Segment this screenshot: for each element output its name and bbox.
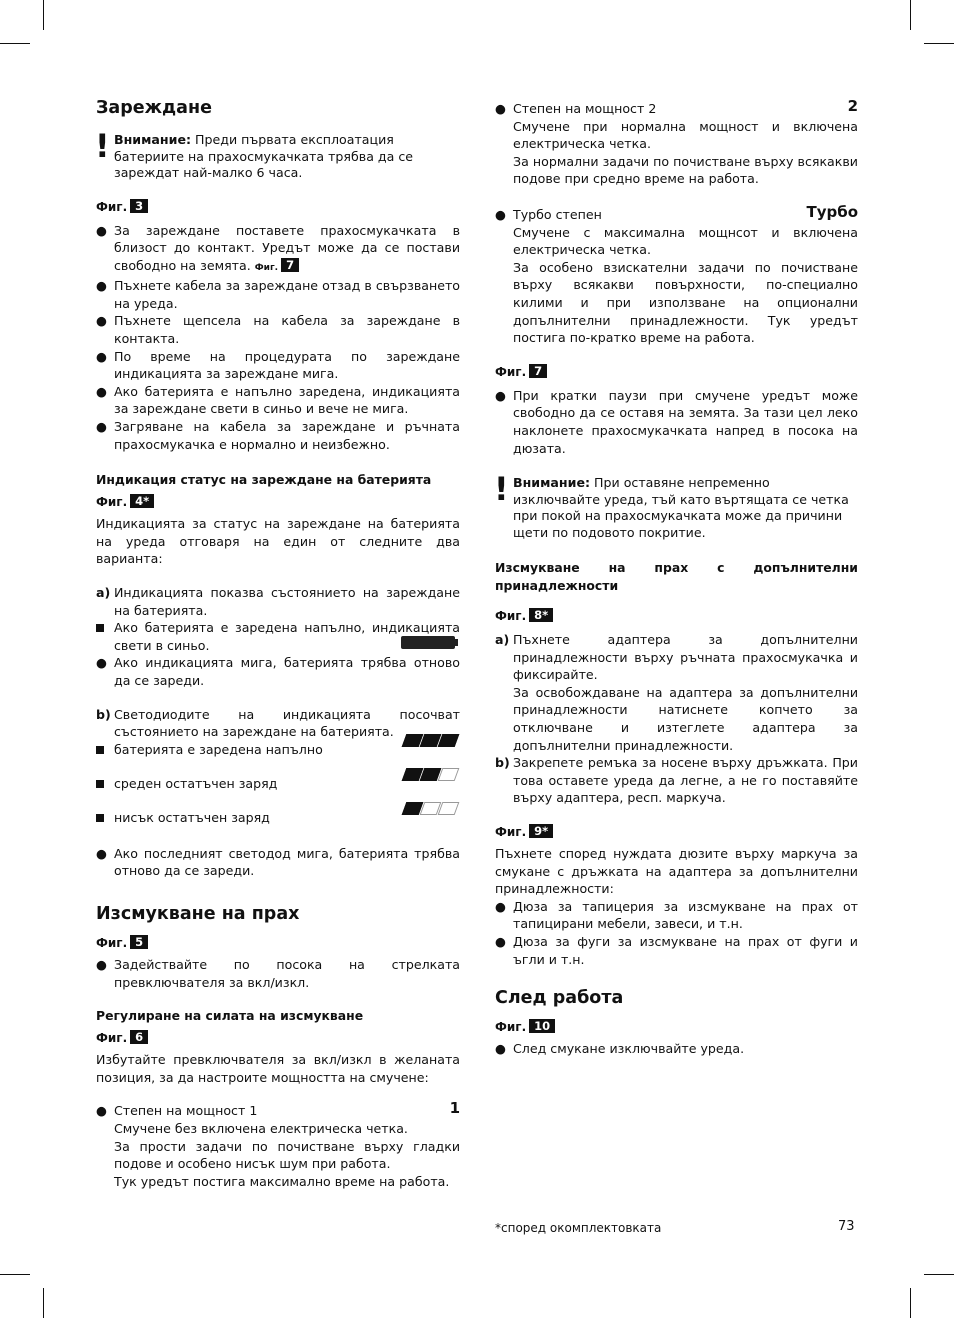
battery-segment (438, 734, 460, 747)
list-item: ● Загряване на кабела за зареждане и ръчната прахосмукачка е нормално и неизбежно. (96, 419, 460, 452)
list-item: ● Ако последният светодод мига, батерията трябва отново да се зареди. (96, 845, 460, 879)
warning-label: Внимание: (513, 475, 591, 491)
step-a: a) Пъхнете адаптера за допълнителни принадлежности върху ръчната прахосмукачка и фиксирайте. За освобождаване на адаптера за допълнителни принадлежности натиснете копчето за отключване и изтеглете адаптера за допълнителни принадлежности. (495, 632, 858, 753)
list-item: ● След смукане изключвайте уреда. (495, 1041, 745, 1057)
crop-mark (0, 1274, 30, 1275)
section-title-vacuum: Изсмукване на прах (96, 903, 300, 924)
crop-mark (924, 1274, 954, 1275)
footnote: *според окомплектовката (495, 1221, 662, 1235)
warning-pause (494, 470, 858, 541)
variant-b: b) Светодиодите на индикацията посочват състоянието на зареждане на батерията. (96, 706, 460, 740)
warning-icon: ! (95, 127, 110, 165)
figure-ref: Фиг. 6 (96, 1029, 460, 1047)
subsection-title-accessories: Изсмукване на прах с допълнителни принадлежности (495, 560, 858, 594)
crop-mark (43, 1288, 44, 1318)
list-item: ● Ако индикацията мига, батерията трябва отново да се зареди. (96, 655, 460, 688)
square-bullet-icon (96, 780, 104, 788)
list-item: Ако батерията е заредена напълно, индикацията свети в синьо. (96, 619, 460, 654)
crop-mark (924, 43, 954, 44)
subsection-title-power: Регулиране на силата на изсмукване (96, 1008, 364, 1024)
list-item: ● Дюза за фуги за изсмукване на прах от фуги и ъгли и т.н. (495, 934, 858, 967)
power-level-2: ● Степен на мощност 2 2 Смучене при нормална мощност и включена електрическа четка. За нормални задачи по почистване върху всякакви подове при средно време на работа. (495, 97, 858, 187)
crop-mark (43, 0, 44, 30)
battery-level-1-icon (404, 802, 458, 820)
battery-level-2-icon (404, 768, 458, 786)
battery-segment (438, 768, 460, 781)
warning-label: Внимание: (114, 132, 192, 147)
warning-text: При оставяне непременно изключвайте уреда, тъй като въртящата се четка при покой на прахосмукачката може да причини щети по подовото покритие. (513, 475, 849, 540)
charging-list (96, 222, 460, 454)
square-bullet-icon (96, 746, 104, 754)
subsection-title-status: Индикация статус на зареждане на батерията (96, 472, 432, 488)
power-level-1: ● Степен на мощност 1 1 Смучене без включена електрическа четка. За прости задачи по почистване върху гладки подове и особено нисък шум при работа. Тук уредът постига максимално време на работа. (96, 1099, 460, 1189)
figure-ref: Фиг. 8* (495, 607, 858, 625)
figure-ref: Фиг. 3 (96, 198, 460, 216)
list-item: батерията е заредена напълно (96, 741, 460, 775)
accessories-intro: Пъхнете според нуждата дюзите върху маркуча за смукане с дръжката на адаптера за допълнителни принадлежности: (495, 846, 858, 897)
list-item: ● Пъхнете кабела за зареждане отзад в свързването на уреда. (96, 278, 460, 311)
list-item: ● За зареждане поставете прахосмукачката в близост до контакт. Уредът може да се постави свободно на земята. Фиг. 7 (96, 222, 460, 273)
crop-mark (910, 0, 911, 30)
crop-mark (910, 1288, 911, 1318)
step-b: b) Закрепете ремъка за носене върху дръжката. При това оставете уреда да легне, а не го поставяйте върху адаптера, респ. маркуча. (495, 755, 858, 806)
figure-ref: Фиг. 7 (495, 363, 858, 381)
left-column (96, 96, 460, 1190)
warning-text: Преди първата експлоатация батериите на прахосмукачката трябва да се зареждат най-малко 6 часа. (114, 132, 414, 180)
list-item: ● Ако батерията е напълно заредена, индикацията за зареждане свети в синьо и вече не мига. (96, 383, 460, 417)
battery-level-3-icon (404, 734, 458, 752)
list-item: ● При кратки паузи при смучене уредът може свободно да се оставя на земята. За тази цел леко наклонете прахосмукачката напред в посока на дюзата. (495, 387, 858, 456)
right-column (494, 97, 858, 1058)
square-bullet-icon (96, 624, 104, 632)
crop-mark (0, 43, 30, 44)
status-intro: Индикацията за статус на зареждане на батерията на уреда отговаря на един от следните два варианта: (96, 516, 460, 567)
list-item: ● Пъхнете щепсела на кабела за зареждане в контакта. (96, 313, 460, 347)
section-title-after-work: След работа (495, 988, 624, 1009)
warning-charging (95, 127, 460, 182)
figure-ref: Фиг. 10 (495, 1018, 858, 1036)
power-level-turbo: ● Турбо степен Турбо Смучене с максимална мощнсот и включена електрическа четка. За особено взискателни задачи по почистване върху всякакви повърхности, по-специално килими и при използване на опционални допълнителни принадлежности. Тук уредът постига по-кратко време на работа. (495, 202, 858, 346)
page-number: 73 (838, 1219, 855, 1234)
list-item: ● Задействайте по посока на стрелката превключвателя за вкл/изкл. (96, 956, 460, 990)
list-item: ● По време на процедурата по зареждане индикацията за зареждане мига. (96, 348, 460, 382)
battery-full-indicator-icon (400, 635, 458, 655)
power-intro: Избутайте превключвателя за вкл/изкл в желаната позиция, за да настроите мощността на смучене: (96, 1052, 460, 1085)
list-item: ● Дюза за тапицерия за изсмукване на прах от тапицирани мебели, завеси, и т.н. (495, 898, 858, 932)
warning-icon: ! (494, 470, 509, 509)
variant-a: a) Индикацията показва състоянието на зареждане на батерията. (96, 585, 460, 618)
figure-ref: Фиг. 5 (96, 934, 460, 952)
list-item: среден остатъчен заряд (96, 775, 460, 809)
battery-segment (438, 802, 460, 815)
figure-ref: Фиг. 4* (96, 493, 460, 511)
list-item: нисък остатъчен заряд (96, 809, 460, 843)
section-title-charging: Зареждане (96, 98, 212, 118)
square-bullet-icon (96, 814, 104, 822)
figure-ref: Фиг. 9* (495, 823, 858, 841)
